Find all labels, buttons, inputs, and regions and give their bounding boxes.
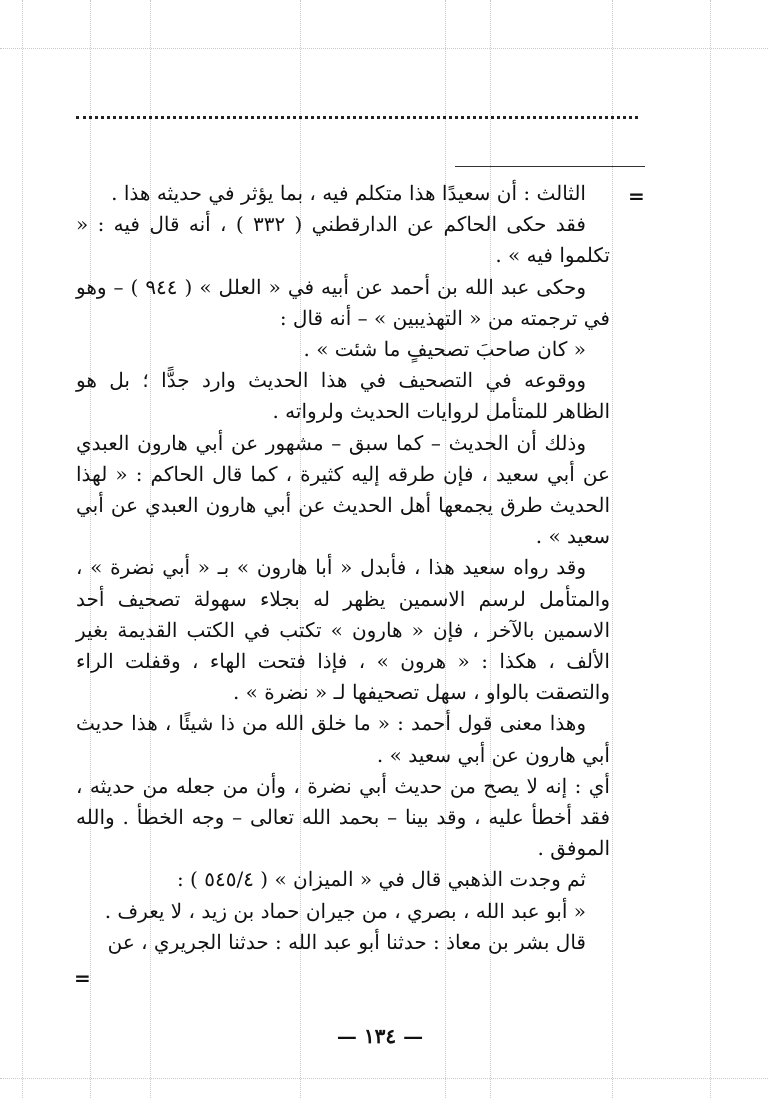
quote-paragraph: « أبو عبد الله ، بصري ، من جيران حماد بن زيد ، لا يعرف . [104,898,586,923]
scan-guide-line [710,0,711,1098]
page-number: — ١٣٤ — [336,1024,424,1048]
scan-guide-line [22,0,23,1098]
section-rule [455,166,645,167]
paragraph: ووقوعه في التصحيف في هذا الحديث وارد جدًّا ؛ بل هو الظاهر للمتأمل لروايات الحديث ولرواته . [76,368,610,424]
paragraph: الثالث : أن سعيدًا هذا متكلم فيه ، بما يؤثر في حديثه هذا . [111,181,586,205]
scan-guide-line [612,0,613,1098]
paragraph: وحكى عبد الله بن أحمد عن أبيه في « العلل » ( ٩٤٤ ) – وهو في ترجمته من « التهذيبين » – أنه قال : [76,274,610,330]
paragraph: قال بشر بن معاذ : حدثنا أبو عبد الله : حدثنا الجريري ، عن [107,929,586,954]
paragraph: ثم وجدت الذهبي قال في « الميزان » ( ٥٤٥/٤ ) : [176,867,586,892]
paragraph: أي : إنه لا يصح من حديث أبي نضرة ، وأن من جعله من حديثه ، فقد أخطأ عليه ، وقد بينا – بحمد الله تعالى – وجه الخطأ . والله الموفق . [76,773,610,861]
quote-paragraph: « كان صاحبَ تصحيفٍ ما شئت » . [303,337,586,362]
continuation-mark-top: = [628,184,645,208]
continuation-mark-bottom: = [74,966,91,990]
paragraph: وذلك أن الحديث – كما سبق – مشهور عن أبي هارون العبدي عن أبي سعيد ، فإن طرقه إليه كثيرة ، كما قال الحاكم : « لهذا الحديث طرق يجمعها أهل الحديث عن أبي هارون العبدي عن أبي سعيد » . [76,430,610,549]
paragraph: فقد حكى الحاكم عن الدارقطني ( ٣٣٢ ) ، أنه قال فيه : « تكلموا فيه » . [76,212,610,268]
paragraph: وقد رواه سعيد هذا ، فأبدل « أبا هارون » بـ « أبي نضرة » ، والمتأمل لرسم الاسمين يظهر له بجلاء سهولة تصحيف أحد الاسمين بالآخر ، فإن « هارون » تكتب في الكتب القديمة بغير الألف ، هكذا : « هرون » ، فإذا فتحت الهاء ، وقفلت الراء والتصقت بالواو ، سهل تصحيفها لـ « نضرة » . [76,555,610,705]
body-text [76,178,610,958]
paragraph: وهذا معنى قول أحمد : « ما خلق الله من ذا شيئًا ، هذا حديث أبي هارون عن أبي سعيد » . [76,711,610,767]
scan-guide-line [0,48,768,49]
scan-guide-line [0,1078,768,1079]
header-dotted-rule [76,116,638,119]
